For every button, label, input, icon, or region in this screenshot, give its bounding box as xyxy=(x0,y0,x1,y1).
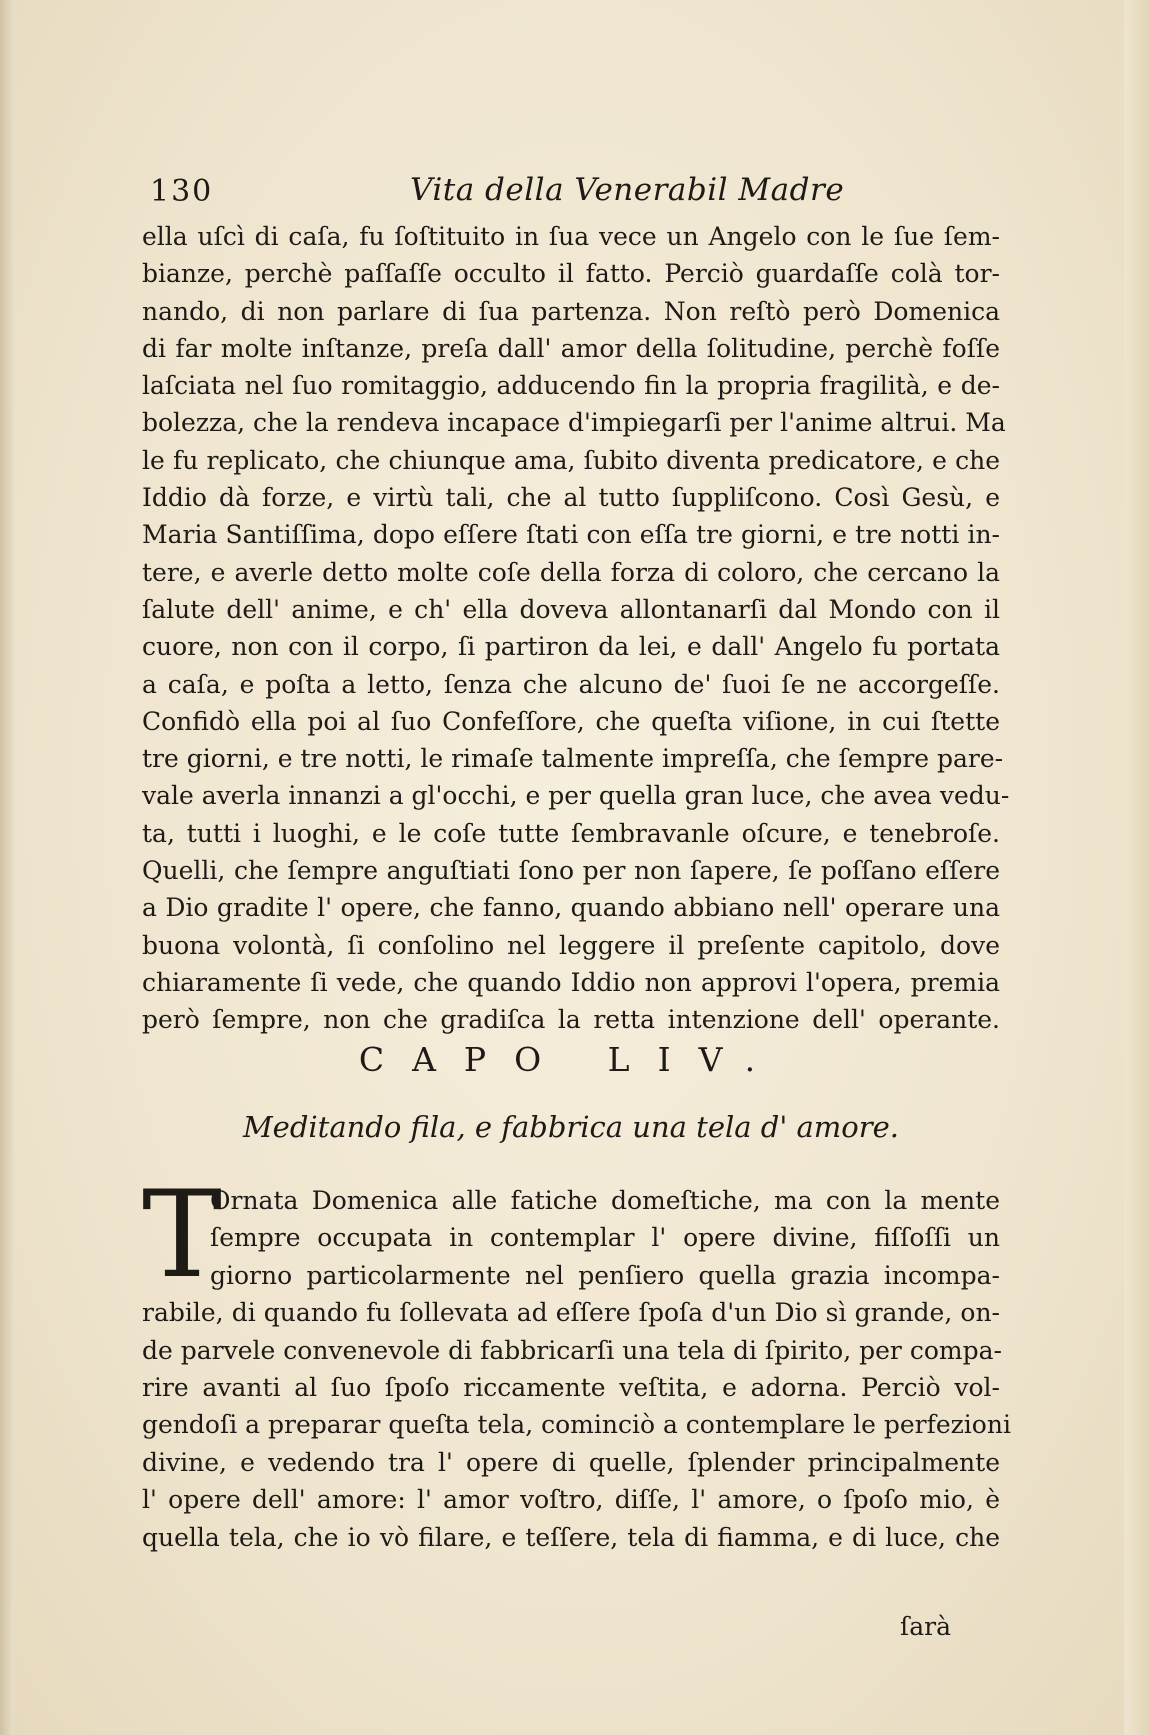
body-line: Confidò ella poi al ſuo Confeſſore, che queſta viſione, in cui ſtette xyxy=(142,706,1000,736)
chapter-text xyxy=(142,1166,1011,1556)
body-line: laſciata nel ſuo romitaggio, adducendo fin la propria fragilità, e de- xyxy=(142,371,1000,401)
body-line: bolezza, che la rendeva incapace d'impiegarſi per l'anime altrui. Ma xyxy=(142,408,1006,438)
drop-cap: T xyxy=(142,1166,223,1305)
chapter-line: ſempre occupata in contemplar l' opere divine, fiſſoſſi un xyxy=(210,1223,1000,1253)
body-text xyxy=(142,218,1010,1039)
chapter-line: divine, e vedendo tra l' opere di quelle, ſplender principalmente xyxy=(142,1447,1000,1477)
chapter-line: rire avanti al ſuo ſpoſo riccamente veſtita, e adorna. Perciò vol- xyxy=(142,1372,1000,1402)
body-line: le fu replicato, che chiunque ama, ſubito diventa predicatore, e che xyxy=(142,445,1000,475)
body-line: nando, di non parlare di ſua partenza. Non reſtò però Domenica xyxy=(142,296,1000,326)
body-line: chiaramente ſi vede, che quando Iddio non approvi l'opera, premia xyxy=(142,967,1000,997)
page-outer-edge xyxy=(1124,0,1150,1735)
body-line: buona volontà, ſi conſolino nel leggere il preſente capitolo, dove xyxy=(142,930,1000,960)
running-head xyxy=(150,172,1000,212)
body-line: cuore, non con il corpo, ſi partiron da lei, e dall' Angelo fu portata xyxy=(142,632,1000,662)
chapter-heading: CAPO LIV. xyxy=(358,1040,784,1079)
body-line: di far molte inſtanze, preſa dall' amor della ſolitudine, perchè foſſe xyxy=(142,333,1000,363)
body-line: Quelli, che ſempre anguſtiati ſono per non ſapere, ſe poſſano eſſere xyxy=(142,856,1000,886)
body-line: però ſempre, non che gradiſca la retta intenzione dell' operante. xyxy=(142,1005,1000,1035)
page-number: 130 xyxy=(150,174,214,209)
page-gutter-edge xyxy=(0,0,14,1735)
body-line: bianze, perchè paſſaſſe occulto il fatto. Perciò guardaſſe colà tor- xyxy=(142,259,1000,289)
chapter-line: de parvele convenevole di fabbricarſi una tela di ſpirito, per compa- xyxy=(142,1335,1002,1365)
body-line: tere, e averle detto molte coſe della forza di coloro, che cercano la xyxy=(142,557,1000,587)
chapter-line: gendoſi a preparar queſta tela, cominciò a contemplare le perfezioni xyxy=(142,1410,1011,1440)
body-line: tre giorni, e tre notti, le rimaſe talmente impreſſa, che ſempre pare- xyxy=(142,744,1004,774)
body-line: ta, tutti i luoghi, e le coſe tutte ſembravanle oſcure, e tenebroſe. xyxy=(142,818,1000,848)
body-line: a caſa, e poſta a letto, ſenza che alcuno de' ſuoi ſe ne accorgeſſe. xyxy=(142,669,1000,699)
body-line: Maria Santiſſima, dopo eſſere ſtati con eſſa tre giorni, e tre notti in- xyxy=(142,520,1000,550)
body-line: a Dio gradite l' opere, che fanno, quando abbiano nell' operare una xyxy=(142,893,1000,923)
chapter-subtitle: Meditando fila, e fabbrica una tela d' amore. xyxy=(242,1110,900,1144)
chapter-line: Ornata Domenica alle fatiche domeſtiche, ma con la mente xyxy=(210,1186,1000,1215)
running-title: Vita della Venerabil Madre xyxy=(410,172,845,208)
chapter-line: giorno particolarmente nel penſiero quella grazia incompa- xyxy=(210,1260,1000,1290)
chapter-line: l' opere dell' amore: l' amor voſtro, diſſe, l' amore, o ſpoſo mio, è xyxy=(142,1485,1000,1515)
body-line: ella uſcì di caſa, fu ſoſtituito in ſua vece un Angelo con le ſue ſem- xyxy=(142,222,1000,251)
chapter-line: rabile, di quando fu ſollevata ad eſſere ſpoſa d'un Dio sì grande, on- xyxy=(142,1298,1000,1328)
chapter-line: quella tela, che io vò filare, e teſſere, tela di fiamma, e di luce, che xyxy=(142,1522,1000,1552)
body-line: vale averla innanzi a gl'occhi, e per quella gran luce, che avea vedu- xyxy=(142,781,1010,811)
catchword: ſarà xyxy=(900,1612,952,1641)
body-line: ſalute dell' anime, e ch' ella doveva allontanarſi dal Mondo con il xyxy=(142,594,1000,624)
body-line: Iddio dà forze, e virtù tali, che al tutto ſuppliſcono. Così Gesù, e xyxy=(142,483,1000,513)
